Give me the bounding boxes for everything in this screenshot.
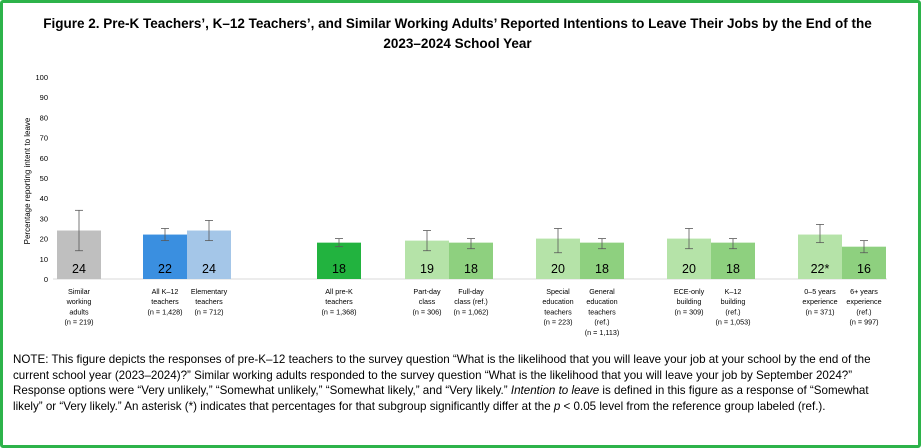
category-label: working xyxy=(66,297,92,307)
category-label: teachers xyxy=(151,297,179,307)
bar-value-label: 20 xyxy=(551,262,565,276)
category-n-label: (n = 223) xyxy=(543,317,573,327)
category-n-label: (n = 306) xyxy=(412,307,442,317)
note-text-1: NOTE: This figure depicts the responses of pre-K–12 teachers to the survey question “What is the likelihood that you will leave your job at your school by the end of the current school year (2023–2024)?” Similar working adults responded to the survey question “What is the likelihood that you will leave your job by September 2024?” Response options were “Very unlikely,” “Somewhat unlikely,” “Somewhat likely,” and “Very likely.” xyxy=(13,353,871,398)
category-label: K–12 xyxy=(724,287,742,296)
category-n-label: (n = 1,113) xyxy=(584,327,620,337)
category-label: teachers xyxy=(588,307,616,317)
y-tick-label: 80 xyxy=(39,113,48,123)
category-n-label: (n = 219) xyxy=(64,317,94,327)
category-label: Elementary xyxy=(190,287,228,296)
category-label: (ref.) xyxy=(594,317,610,327)
bar-value-label: 24 xyxy=(72,262,86,276)
y-axis-label: Percentage reporting intent to leave xyxy=(23,117,32,245)
y-tick-label: 50 xyxy=(39,174,48,183)
category-label: General xyxy=(589,287,615,296)
category-label: 6+ years xyxy=(850,287,878,296)
category-label: All K–12 xyxy=(151,287,179,296)
category-label: Part-day xyxy=(413,287,441,296)
category-label: building xyxy=(720,297,746,307)
category-n-label: (n = 997) xyxy=(849,317,879,327)
category-n-label: (n = 1,368) xyxy=(321,307,357,317)
y-tick-label: 10 xyxy=(39,254,48,264)
y-tick-label: 20 xyxy=(39,234,48,244)
category-label: teachers xyxy=(325,297,353,307)
bar-value-label: 18 xyxy=(464,262,478,276)
category-n-label: (n = 371) xyxy=(805,307,835,317)
note-text-2: is defined in this figure as a response of “Somewhat likely” or “Very likely.” An asterisk (*) indicates that percentages for that subgroup significantly differ at the xyxy=(13,384,869,413)
category-label: class (ref.) xyxy=(454,297,488,307)
y-tick-label: 100 xyxy=(35,73,48,82)
category-label: teachers xyxy=(544,307,572,317)
category-label: experience xyxy=(802,297,838,307)
figure-title-line-1: Figure 2. Pre-K Teachers’, K–12 Teachers’, and Similar Working Adults’ Reported Intentions to Leave Their Jobs by the End of the xyxy=(43,16,872,31)
bar-value-label: 18 xyxy=(332,262,346,276)
y-tick-label: 40 xyxy=(39,194,48,204)
category-label: Special xyxy=(546,287,570,296)
y-tick-label: 60 xyxy=(39,153,48,163)
category-label: Similar xyxy=(68,287,90,296)
category-label: education xyxy=(586,297,618,307)
category-label: adults xyxy=(69,307,89,317)
note-text-3: < 0.05 level from the reference group labeled (ref.). xyxy=(560,399,826,413)
category-label: education xyxy=(542,297,574,307)
bar-value-label: 22* xyxy=(810,262,830,276)
category-label: experience xyxy=(846,297,882,307)
category-label: class xyxy=(418,297,436,307)
category-n-label: (n = 1,428) xyxy=(147,307,183,317)
bar-value-label: 18 xyxy=(726,262,740,276)
y-tick-label: 0 xyxy=(43,275,48,284)
bar-value-label: 18 xyxy=(595,262,609,276)
y-tick-label: 70 xyxy=(39,133,48,143)
note-italic-p: p xyxy=(553,399,561,413)
category-n-label: (n = 1,053) xyxy=(715,317,751,327)
category-label: (ref.) xyxy=(856,307,872,317)
category-label: All pre-K xyxy=(325,287,353,296)
category-label: Full-day xyxy=(458,287,484,296)
note-italic-term: Intention to leave xyxy=(510,384,600,398)
category-label: building xyxy=(676,297,702,307)
y-tick-label: 30 xyxy=(39,214,48,224)
category-label: 0–5 years xyxy=(804,287,836,296)
bar-value-label: 20 xyxy=(682,262,696,276)
bar-value-label: 16 xyxy=(857,262,871,276)
figure-note xyxy=(13,352,898,414)
y-tick-label: 90 xyxy=(39,93,48,103)
category-n-label: (n = 1,062) xyxy=(453,307,489,317)
bar-value-label: 24 xyxy=(202,262,216,276)
figure-title-line-2: 2023–2024 School Year xyxy=(383,36,532,51)
category-label: teachers xyxy=(195,297,223,307)
category-n-label: (n = 309) xyxy=(674,307,704,317)
category-label: ECE-only xyxy=(673,287,705,296)
category-label: (ref.) xyxy=(725,307,741,317)
category-n-label: (n = 712) xyxy=(194,307,224,317)
bar-value-label: 19 xyxy=(420,262,434,276)
bar-value-label: 22 xyxy=(158,262,172,276)
